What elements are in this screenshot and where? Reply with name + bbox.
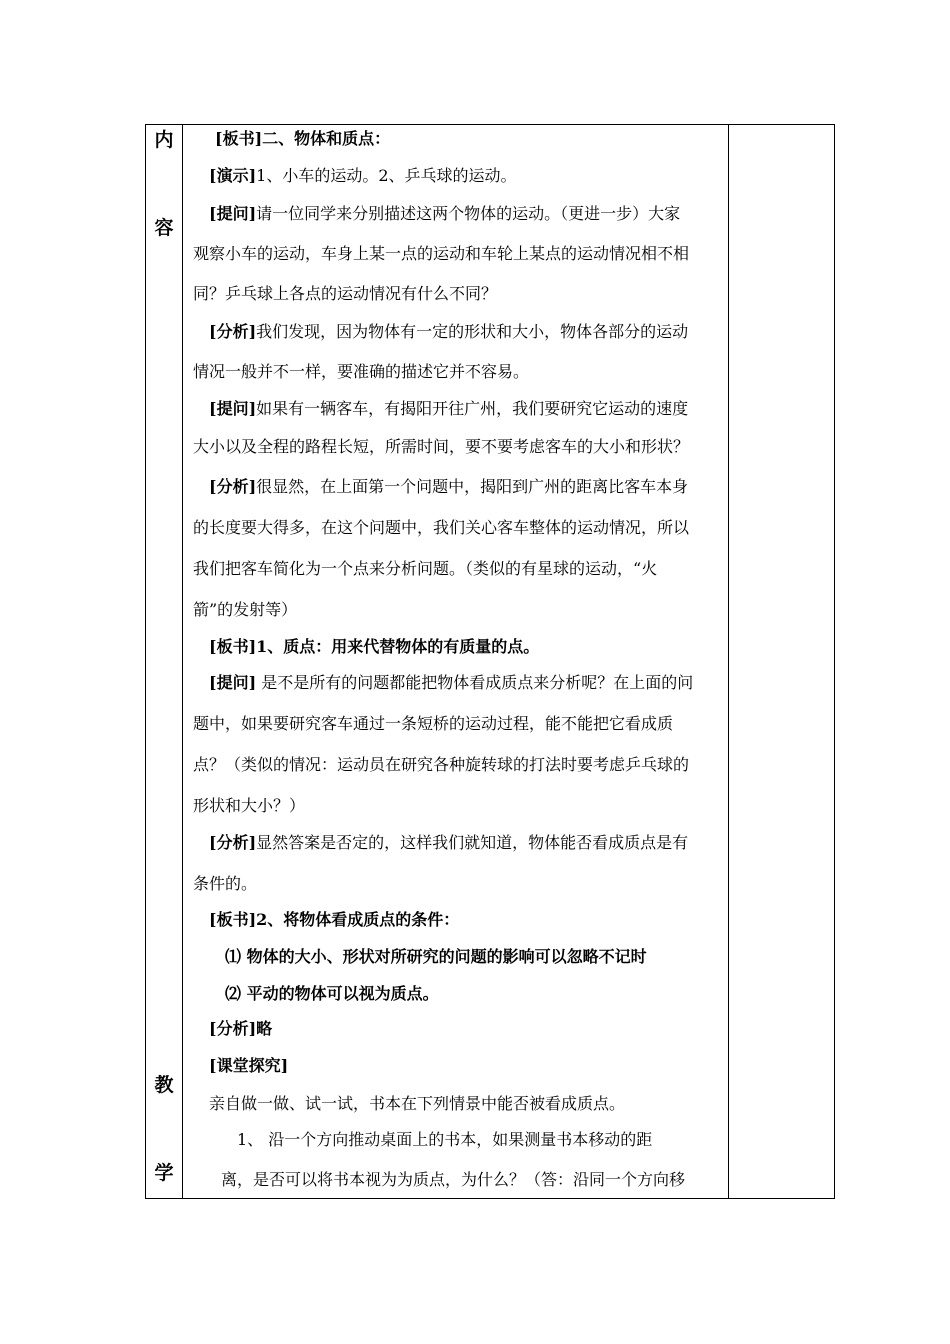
line-tag: [分析] xyxy=(209,1019,257,1038)
line-tag: [板书] xyxy=(215,129,263,148)
text-line xyxy=(221,1169,685,1191)
line-text: 1、小车的运动。2、乒乓球的运动。 xyxy=(256,166,517,185)
line-text: 我们把客车简化为一个点来分析问题。（类似的有星球的运动，“火 xyxy=(193,559,658,578)
line-tag: [分析] xyxy=(209,833,257,852)
text-line xyxy=(209,636,539,658)
line-text: 离，是否可以将书本视为为质点，为什么？（答：沿同一个方向移 xyxy=(221,1170,686,1189)
line-text: 1、 沿一个方向推动桌面上的书本，如果测量书本移动的距 xyxy=(237,1130,653,1149)
line-tag: [演示] xyxy=(209,166,257,185)
line-text: 同？乒乓球上各点的运动情况有什么不同？ xyxy=(193,284,498,303)
line-text: 箭”的发射等） xyxy=(193,600,298,619)
line-text: 的长度要大得多，在这个问题中，我们关心客车整体的运动情况，所以 xyxy=(193,518,690,537)
line-tag: [板书] xyxy=(209,910,257,929)
line-tag: [课堂探究] xyxy=(209,1056,289,1075)
text-line xyxy=(193,558,657,580)
line-text: 形状和大小？） xyxy=(193,796,306,815)
text-line xyxy=(193,599,297,621)
line-text: 观察小车的运动，车身上某一点的运动和车轮上某点的运动情况相不相 xyxy=(193,244,690,263)
text-line xyxy=(193,283,497,305)
text-line xyxy=(193,361,529,383)
line-tag: [提问] xyxy=(209,204,257,223)
line-text: 略 xyxy=(256,1019,273,1038)
text-line xyxy=(209,1093,625,1115)
line-text: 情况一般并不一样，要准确的描述它并不容易。 xyxy=(193,362,530,381)
text-line xyxy=(209,203,680,225)
text-line xyxy=(209,1018,272,1040)
text-line xyxy=(225,946,647,968)
column-divider-left xyxy=(182,125,183,1198)
line-tag: [板书] xyxy=(209,637,257,656)
text-line xyxy=(193,713,673,735)
line-text: 条件的。 xyxy=(193,874,258,893)
text-line xyxy=(193,517,689,539)
line-text: 请一位同学来分别描述这两个物体的运动。（更进一步）大家 xyxy=(256,204,681,223)
side-label-nei: 内 xyxy=(154,129,174,151)
text-line xyxy=(209,832,688,854)
line-text: ⑵ 平动的物体可以视为质点。 xyxy=(225,984,439,1003)
text-line xyxy=(193,754,689,776)
side-label-jiao: 教 xyxy=(154,1074,174,1096)
line-text: 很显然，在上面第一个问题中，揭阳到广州的距离比客车本身 xyxy=(256,477,689,496)
side-label-xue: 学 xyxy=(154,1162,174,1184)
line-tag: [分析] xyxy=(209,477,257,496)
line-text: 大小以及全程的路程长短，所需时间，要不要考虑客车的大小和形状？ xyxy=(193,437,690,456)
line-text: 1、质点：用来代替物体的有质量的点。 xyxy=(256,637,540,656)
text-line xyxy=(209,476,688,498)
line-text: 显然答案是否定的，这样我们就知道，物体能否看成质点是有 xyxy=(256,833,689,852)
text-line xyxy=(215,128,390,150)
line-text: 2、将物体看成质点的条件： xyxy=(256,910,460,929)
text-line xyxy=(193,795,305,817)
line-tag: [分析] xyxy=(209,322,257,341)
text-line xyxy=(209,321,688,343)
line-text: 题中，如果要研究客车通过一条短桥的运动过程，能不能把它看成质 xyxy=(193,714,674,733)
text-line xyxy=(209,909,459,931)
line-text: ⑴ 物体的大小、形状对所研究的问题的影响可以忽略不记时 xyxy=(225,947,647,966)
text-line xyxy=(193,436,689,458)
line-text: 二、物体和质点： xyxy=(262,129,391,148)
text-line xyxy=(225,983,439,1005)
lesson-table xyxy=(145,124,835,1199)
text-line xyxy=(193,873,257,895)
line-tag: [提问] xyxy=(209,399,257,418)
line-text: 点？（类似的情况：运动员在研究各种旋转球的打法时要考虑乒乓球的 xyxy=(193,755,690,774)
text-line xyxy=(209,165,517,187)
line-text: 是不是所有的问题都能把物体看成质点来分析呢？在上面的问 xyxy=(256,673,694,692)
line-text: 我们发现，因为物体有一定的形状和大小，物体各部分的运动 xyxy=(256,322,689,341)
line-text: 亲自做一做、试一试，书本在下列情景中能否被看成质点。 xyxy=(209,1094,626,1113)
line-text: 如果有一辆客车，有揭阳开往广州，我们要研究它运动的速度 xyxy=(256,399,689,418)
text-line xyxy=(209,1055,288,1077)
text-line xyxy=(237,1129,652,1151)
side-label-rong: 容 xyxy=(154,217,174,239)
text-line xyxy=(209,398,688,420)
text-line xyxy=(193,243,689,265)
text-line xyxy=(209,672,693,694)
column-divider-right xyxy=(728,125,729,1198)
line-tag: [提问] xyxy=(209,673,257,692)
